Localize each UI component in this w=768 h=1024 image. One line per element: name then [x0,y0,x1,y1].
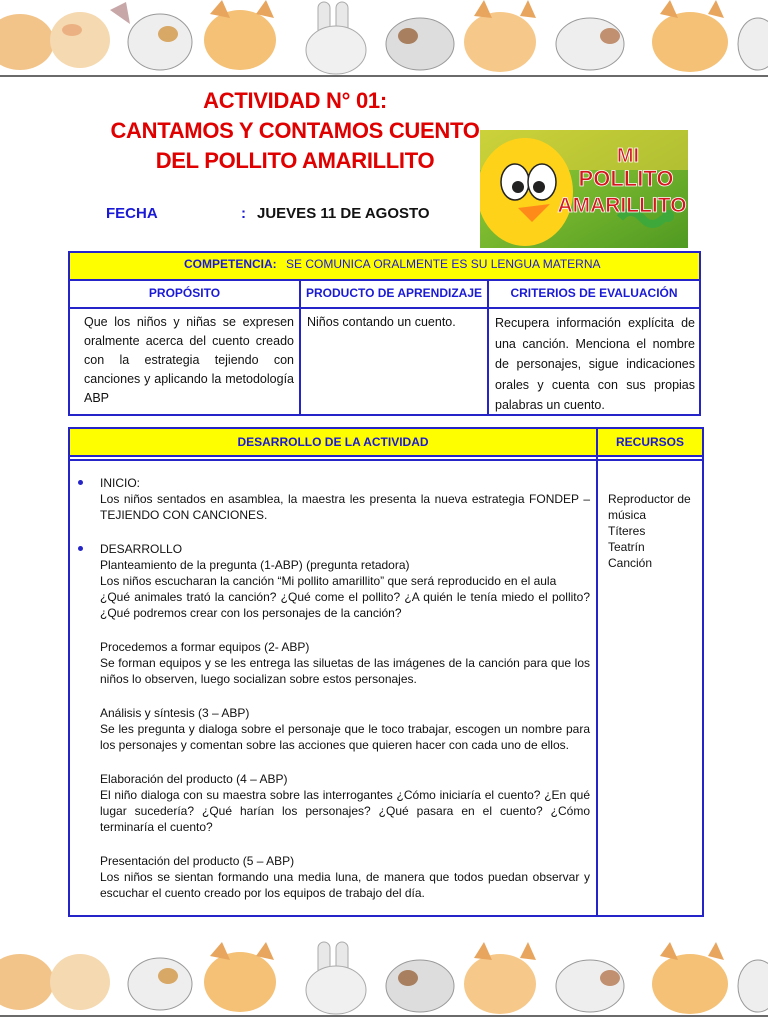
competency-value: SE COMUNICA ORALMENTE ES SU LENGUA MATERNA [286,257,601,271]
logo-text-amarillito: AMARILLITO [557,194,687,217]
list-item-inicio [78,475,590,523]
step3-title: Análisis y síntesis (3 – ABP) [100,706,250,720]
step2-title: Procedemos a formar equipos (2- ABP) [100,640,310,654]
bullet-icon [78,480,83,485]
step4-text: El niño dialoga con su maestra sobre las interrogantes ¿Cómo iniciaría el cuento? ¿En qué lugar sucedería? ¿Qué harían los personajes? ¿Qué pasara en el cuento? ¿Cómo terminaría el cuento? [100,788,590,834]
header-proposito: PROPÓSITO [70,281,299,309]
logo-text-pollito: POLLITO [578,166,674,191]
title-line-1: ACTIVIDAD N° 01: [203,88,387,113]
resource-item: Teatrín [608,540,645,554]
header-desarrollo: DESARROLLO DE LA ACTIVIDAD [70,429,596,455]
header-recursos: RECURSOS [598,429,702,455]
resources-list [608,491,702,571]
title-line-2: CANTAMOS Y CONTAMOS CUENTO [110,118,480,143]
competency-table [68,251,701,416]
step2-text: Se forman equipos y se les entrega las siluetas de las imágenes de la canción para que los niños lo observen, luego socializan sobre estos personajes. [100,656,590,686]
development-content [78,475,590,901]
inicio-text: Los niños sentados en asamblea, la maestra les presenta la nueva estrategia FONDEP – TEJIENDO CON CANCIONES. [100,492,590,522]
development-header-row [70,429,702,457]
animal-border-top [0,0,768,84]
fecha-colon: : [241,205,246,222]
step1-text2: ¿Qué animales trató la canción? ¿Qué come el pollito? ¿A quién le tenía miedo el pollito? ¿Qué podremos crear con los personajes de la canción? [100,590,590,620]
list-item-desarrollo [78,541,590,901]
fecha-label: FECHA [106,205,158,222]
animal-faces-decoration [0,0,768,74]
step5-title: Presentación del producto (5 – ABP) [100,854,295,868]
animal-faces-decoration [0,942,768,1014]
step1-text1: Los niños escucharan la canción “Mi pollito amarillito” que será reproducido en el aula [100,574,557,588]
resource-item: Reproductor de música [608,492,691,522]
step1-title: Planteamiento de la pregunta (1-ABP) (pregunta retadora) [100,558,410,572]
resource-item: Títeres [608,524,646,538]
competency-row [70,253,699,281]
fecha-value: JUEVES 11 DE AGOSTO [257,205,430,222]
bullet-icon [78,546,83,551]
header-producto: PRODUCTO DE APRENDIZAJE [301,281,487,309]
step3-text: Se les pregunta y dialoga sobre el personaje que le toco trabajar, escogen un nombre para los personajes y comentan sobre las acciones que quieren hacer con cada uno de ellos. [100,722,590,752]
pollito-logo-image [480,130,688,248]
competency-label: COMPETENCIA: [184,257,277,271]
resource-item: Canción [608,556,653,570]
cell-criterios: Recupera información explícita de una canción. Menciona el nombre de personajes, sigue indicaciones orales y cuenta con sus propias palabras un cuento. [495,316,695,412]
logo-text-mi: MI [616,145,640,167]
cell-proposito: Que los niños y niñas se expresen oralmente acerca del cuento creado con la estrategia tejiendo con canciones y aplicando la metodología ABP [84,315,294,405]
activity-development-table [68,427,704,917]
step4-title: Elaboración del producto (4 – ABP) [100,772,288,786]
step5-text: Los niños se sientan formando una media luna, de manera que todos puedan observar y escuchar el cuento creado por los equipos de trabajo del día. [100,870,590,900]
desarrollo-title: DESARROLLO [100,542,183,556]
cell-producto: Niños contando un cuento. [307,315,456,329]
activity-title [60,86,530,176]
animal-border-bottom [0,938,768,1022]
header-criterios: CRITERIOS DE EVALUACIÓN [489,281,699,309]
inicio-title: INICIO: [100,476,141,490]
title-line-3: DEL POLLITO AMARILLITO [155,148,435,173]
